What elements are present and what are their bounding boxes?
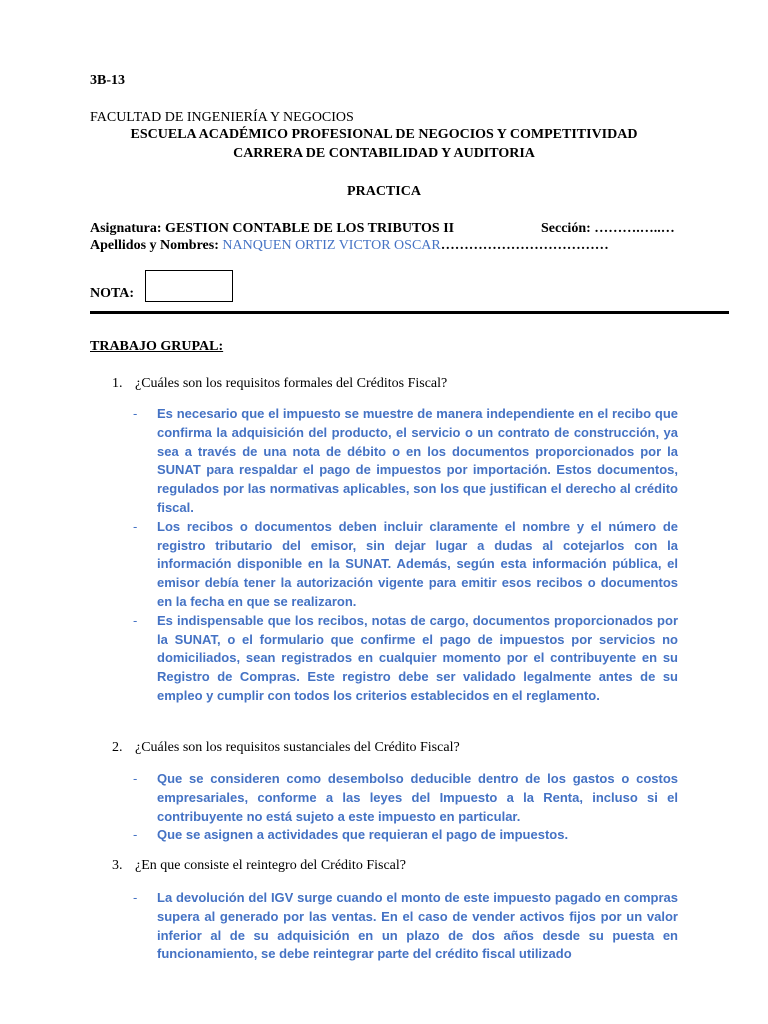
answer-text: Que se consideren como desembolso deducible dentro de los gastos o costos empresariales, conforme a las leyes del Impuesto a la Renta, incluso si el contribuyente no está sujeto a este impuesto en particular. — [157, 771, 678, 824]
question-number: 2. — [112, 740, 123, 755]
answer-item: - Que se asignen a actividades que requieran el pago de impuestos. — [133, 827, 569, 843]
nota-label: NOTA: — [90, 286, 135, 301]
answer-list-1 — [133, 405, 678, 706]
answer-item: - Los recibos o documentos deben incluir claramente el nombre y el número de registro tributario del emisor, sin dejar lugar a dudas al cotejarlos con la información disponible en la SUNAT. Además, según esta información pública, el emisor debía tener la autorización vigente para emitir esos recibos o documentos en la fecha en que se realizaron. — [133, 518, 678, 609]
answer-list-3 — [133, 889, 678, 964]
document-code: 3B-13 — [90, 73, 125, 88]
answer-text: Es necesario que el impuesto se muestre de manera independiente en el recibo que confirma la adquisición del producto, el servicio o un contrato de construcción, ya sea a través de una nota de débito o en los documentos proporcionados por la SUNAT para respaldar el pago de impuestos por importación. Estos documentos, regulados por las normativas aplicables, son los que justifican el derecho al crédito fiscal. — [157, 406, 678, 515]
nota-box — [145, 270, 233, 302]
answer-item: - Que se consideren como desembolso deducible dentro de los gastos o costos empresariales, conforme a las leyes del Impuesto a la Renta, incluso si el contribuyente no está sujeto a este impuesto en particular. — [133, 771, 678, 824]
school-name: ESCUELA ACADÉMICO PROFESIONAL DE NEGOCIOS Y COMPETITIVIDAD — [130, 127, 638, 142]
names-label: Apellidos y Nombres: — [90, 238, 223, 253]
names-dots: ……………………………… — [440, 238, 609, 253]
answer-text: Los recibos o documentos deben incluir claramente el nombre y el número de registro tributario del emisor, sin dejar lugar a dudas al cotejarlos con la información disponible en la SUNAT. Además, según esta información pública, el emisor debía tener la autorización vigente para emitir esos recibos o documentos en la fecha en que se realizaron. — [157, 518, 678, 609]
question-text: ¿Cuáles son los requisitos formales del Créditos Fiscal? — [135, 376, 448, 391]
group-work-title: TRABAJO GRUPAL: — [90, 339, 224, 354]
faculty-name: FACULTAD DE INGENIERÍA Y NEGOCIOS — [90, 110, 354, 125]
question-text: ¿En que consiste el reintegro del Crédito Fiscal? — [135, 858, 406, 873]
answer-list-2 — [133, 770, 678, 845]
answer-text: Que se asignen a actividades que requieran el pago de impuestos. — [157, 827, 569, 843]
divider-rule — [90, 311, 729, 314]
answer-item: - La devolución del IGV surge cuando el monto de este impuesto pagado en compras supera al generado por las ventas. En el caso de vender activos fijos por un valor inferior al de su adquisición en un plazo de dos años desde su puesta en funcionamiento, se debe reintegrar parte del crédito fiscal utilizado — [133, 890, 678, 962]
answer-text: La devolución del IGV surge cuando el monto de este impuesto pagado en compras supera al generado por las ventas. En el caso de vender activos fijos por un valor inferior al de su adquisición en un plazo de dos años desde su puesta en funcionamiento, se debe reintegrar parte del crédito fiscal utilizado — [157, 890, 678, 962]
subject-line: Asignatura: GESTION CONTABLE DE LOS TRIBUTOS II — [90, 221, 455, 236]
answer-text: Es indispensable que los recibos, notas de cargo, documentos proporcionados por la SUNAT, o el formulario que confirme el pago de impuestos por servicios no domiciliados, sean registrados en cualquier momento por el contribuyente en su Registro de Compras. Este registro debe ser validado legalmente antes de su empleo y cumplir con todos los criterios establecidos en el reglamento. — [157, 612, 678, 703]
career-name: CARRERA DE CONTABILIDAD Y AUDITORIA — [233, 146, 535, 161]
question-number: 3. — [112, 858, 123, 873]
student-name: NANQUEN ORTIZ VICTOR OSCAR — [222, 238, 441, 253]
answer-item: - Es indispensable que los recibos, notas de cargo, documentos proporcionados por la SUNAT, o el formulario que confirme el pago de impuestos por servicios no domiciliados, sean registrados en cualquier momento por el contribuyente en su Registro de Compras. Este registro debe ser validado legalmente antes de su empleo y cumplir con todos los criterios establecidos en el reglamento. — [133, 612, 678, 703]
names-line — [90, 238, 609, 254]
question-number: 1. — [112, 376, 123, 391]
section-field: Sección: ……….…..… — [541, 221, 675, 236]
practice-title: PRACTICA — [347, 184, 421, 199]
question-1 — [112, 376, 447, 392]
question-text: ¿Cuáles son los requisitos sustanciales del Crédito Fiscal? — [135, 740, 460, 755]
question-2 — [112, 740, 460, 756]
question-3 — [112, 858, 406, 874]
answer-item: - Es necesario que el impuesto se muestre de manera independiente en el recibo que confirma la adquisición del producto, el servicio o un contrato de construcción, ya sea a través de una nota de débito o en los documentos proporcionados por la SUNAT para respaldar el pago de impuestos por importación. Estos documentos, regulados por las normativas aplicables, son los que justifican el derecho al crédito fiscal. — [133, 406, 678, 515]
